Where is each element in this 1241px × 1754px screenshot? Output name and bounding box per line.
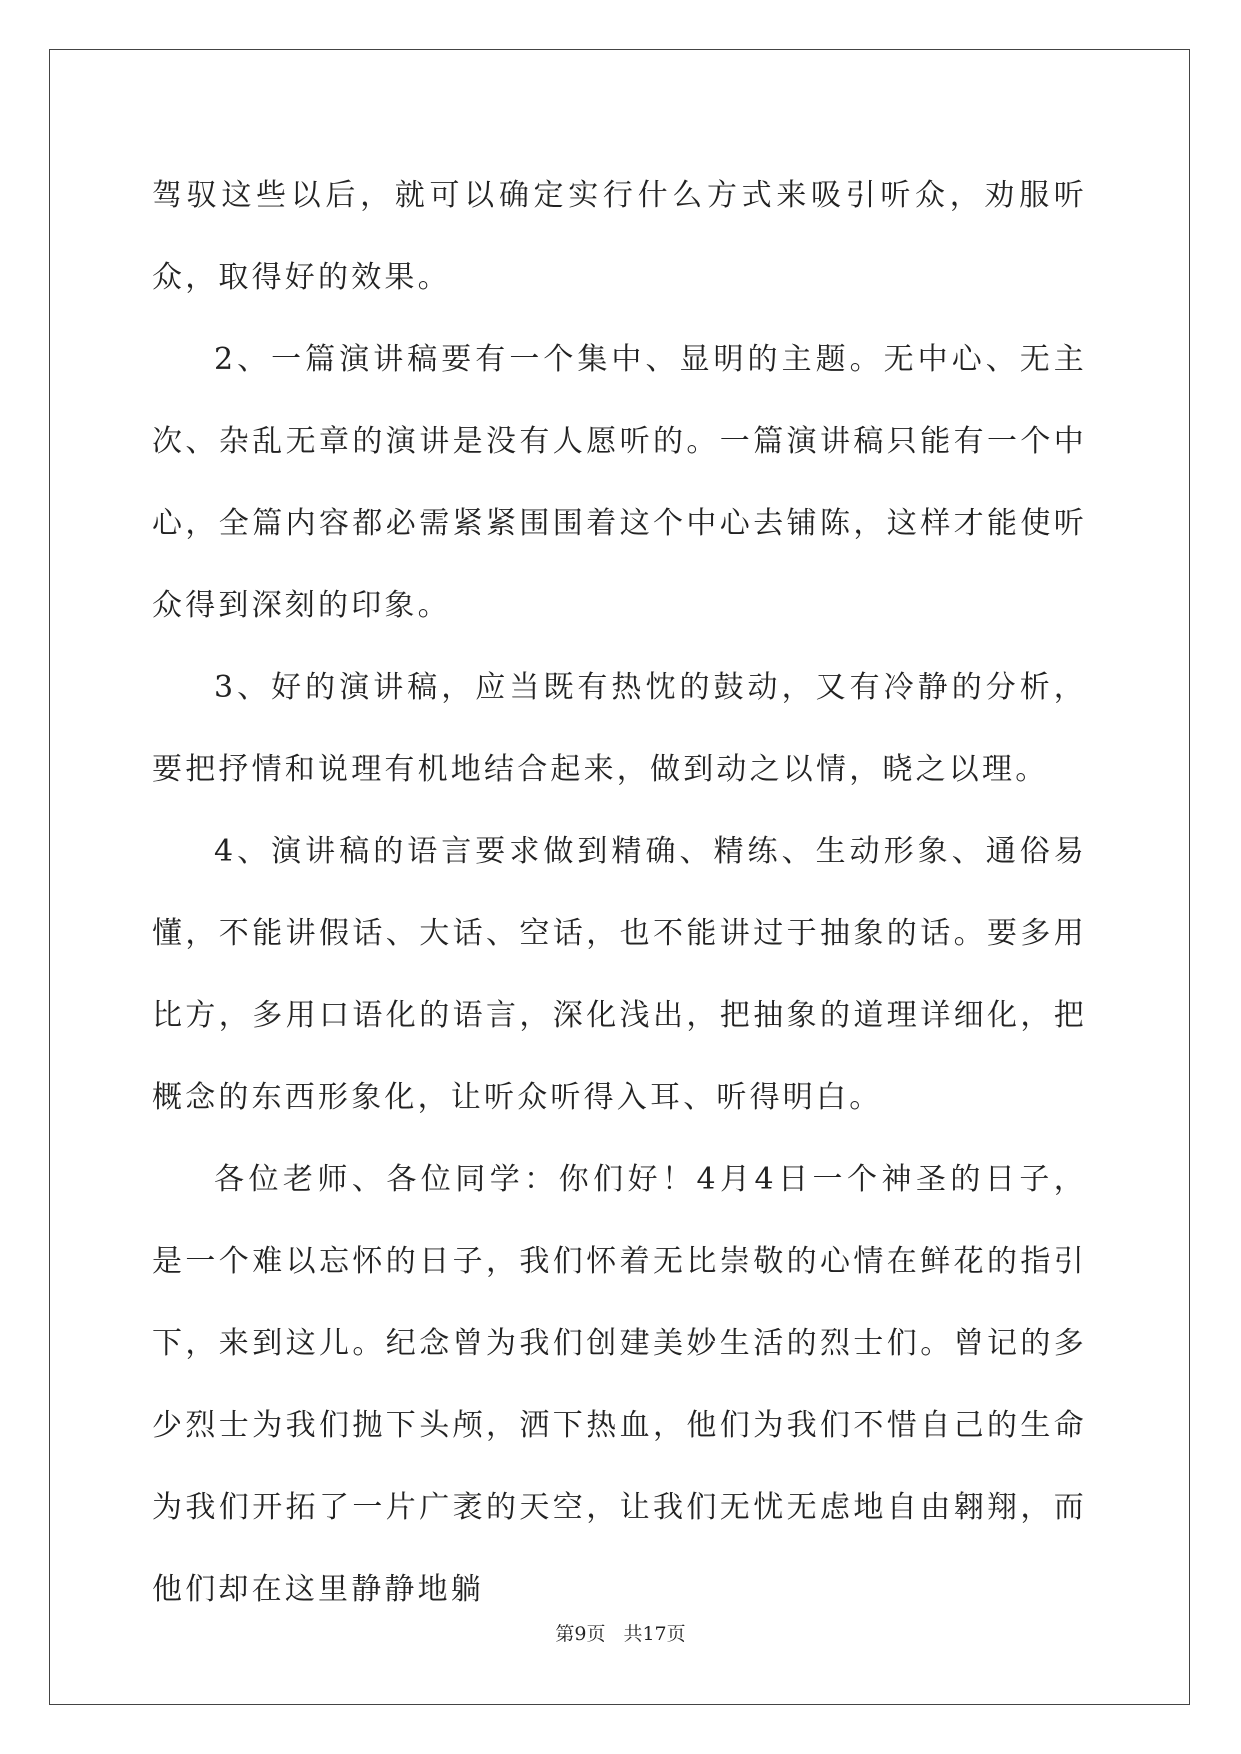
paragraph-2: 2、一篇演讲稿要有一个集中、显明的主题。无中心、无主次、杂乱无章的演讲是没有人愿听的。一篇演讲稿只能有一个中心，全篇内容都必需紧紧围围着这个中心去铺陈，这样才能使听众得到深刻的印象。 bbox=[152, 342, 1087, 623]
paragraph-3: 3、好的演讲稿，应当既有热忱的鼓动，又有冷静的分析，要把抒情和说理有机地结合起来，做到动之以情，晓之以理。 bbox=[152, 670, 1087, 787]
document-body bbox=[152, 155, 1087, 1631]
current-page-number: 第9页 bbox=[555, 1623, 606, 1645]
page-footer bbox=[0, 1622, 1241, 1646]
total-page-count: 共17页 bbox=[623, 1623, 686, 1645]
paragraph-5: 各位老师、各位同学：你们好！4月4日一个神圣的日子，是一个难以忘怀的日子，我们怀着无比崇敬的心情在鲜花的指引下，来到这儿。纪念曾为我们创建美妙生活的烈士们。曾记的多少烈士为我们抛下头颅，洒下热血，他们为我们不惜自己的生命为我们开拓了一片广袤的天空，让我们无忧无虑地自由翱翔，而他们却在这里静静地躺 bbox=[152, 1162, 1087, 1607]
paragraph-4: 4、演讲稿的语言要求做到精确、精练、生动形象、通俗易懂，不能讲假话、大话、空话，也不能讲过于抽象的话。要多用比方，多用口语化的语言，深化浅出，把抽象的道理详细化，把概念的东西形象化，让听众听得入耳、听得明白。 bbox=[152, 834, 1087, 1115]
paragraph-1: 驾驭这些以后，就可以确定实行什么方式来吸引听众，劝服听众，取得好的效果。 bbox=[152, 178, 1087, 295]
